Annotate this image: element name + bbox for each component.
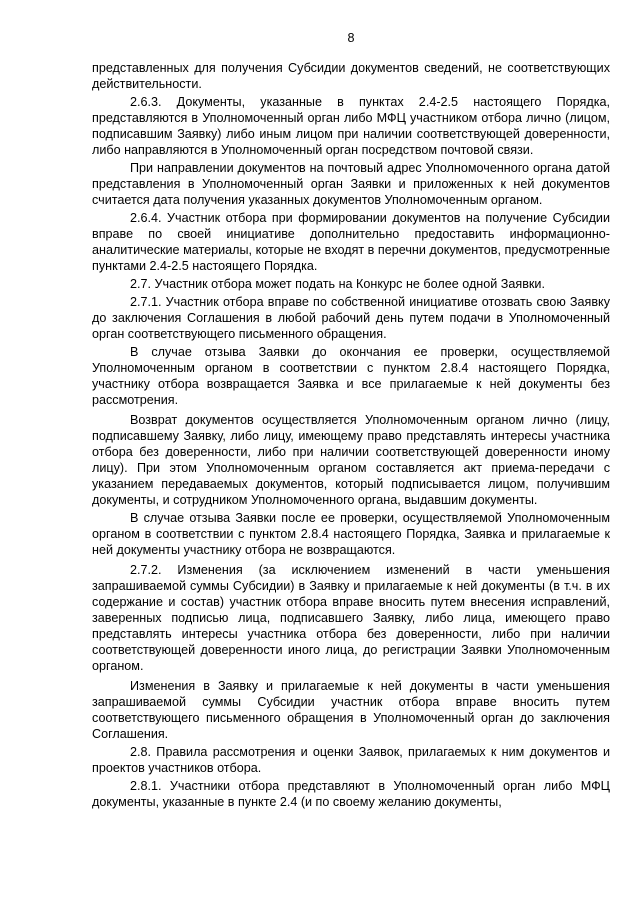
paragraph: 2.7.2. Изменения (за исключением изменений в части уменьшения запрашиваемой суммы Субсидии) в Заявку и прилагаемые к ней документы (в т.ч. в их содержание и состав) участник отбора вправе вносить путем внесения исправлений, заверенных подписью лица, подписавшего Заявку, либо лица, имеющего право представлять интересы участника отбора без доверенности, либо при наличии соответствующей доверенности иного лица, до регистрации Заявки Уполномоченным органом. <box>92 563 610 673</box>
page-number: 8 <box>347 31 355 45</box>
paragraph: 2.8. Правила рассмотрения и оценки Заявок, прилагаемых к ним документов и проектов участников отбора. <box>92 745 610 775</box>
paragraph: Возврат документов осуществляется Уполномоченным органом лично (лицу, подписавшему Заявку, либо лицу, имеющему право представлять интересы участника отбора без доверенности, либо при наличии соответствующей доверенности иному лицу). При этом Уполномоченным органом составляется акт приема-передачи с указанием передаваемых документов, который подписывается лицом, получившим документы, и сотрудником Уполномоченного органа, выдавшим документы. <box>92 413 610 507</box>
paragraph: В случае отзыва Заявки до окончания ее проверки, осуществляемой Уполномоченным органом в соответствии с пунктом 2.8.4 настоящего Порядка, участнику отбора возвращается Заявка и все прилагаемые к ней документы без рассмотрения. <box>92 345 610 407</box>
paragraph: Изменения в Заявку и прилагаемые к ней документы в части уменьшения запрашиваемой суммы Субсидии участник отбора вправе вносить путем соответствующего письменного обращения в Уполномоченный орган до заключения Соглашения. <box>92 679 610 741</box>
paragraph: 2.7. Участник отбора может подать на Конкурс не более одной Заявки. <box>130 277 545 291</box>
paragraph: представленных для получения Субсидии документов сведений, не соответствующих действительности. <box>92 61 610 91</box>
paragraph: В случае отзыва Заявки после ее проверки, осуществляемой Уполномоченным органом в соответствии с пунктом 2.8.4 настоящего Порядка, Заявка и прилагаемые к ней документы участнику отбора не возвращаются. <box>92 511 610 557</box>
paragraph: 2.6.4. Участник отбора при формировании документов на получение Субсидии вправе по своей инициативе дополнительно предоставить информационно-аналитические материалы, которые не входят в перечни документов, предусмотренные пунктами 2.4-2.5 настоящего Порядка. <box>92 211 610 273</box>
paragraph: 2.8.1. Участники отбора представляют в Уполномоченный орган либо МФЦ документы, указанные в пункте 2.4 (и по своему желанию документы, <box>92 779 610 809</box>
paragraph: При направлении документов на почтовый адрес Уполномоченного органа датой представления в Уполномоченный орган Заявки и приложенных к ней документов считается дата получения указанных документов Уполномоченным органом. <box>92 161 610 207</box>
paragraph: 2.6.3. Документы, указанные в пунктах 2.4-2.5 настоящего Порядка, представляются в Уполномоченный орган либо МФЦ участником отбора лично (лицом, подписавшим Заявку) либо иным лицом при наличии соответствующей доверенности, либо направляются в Уполномоченный орган посредством почтовой связи. <box>92 95 610 157</box>
paragraph: 2.7.1. Участник отбора вправе по собственной инициативе отозвать свою Заявку до заключения Соглашения в любой рабочий день путем подачи в Уполномоченный орган соответствующего письменного обращения. <box>92 295 610 341</box>
